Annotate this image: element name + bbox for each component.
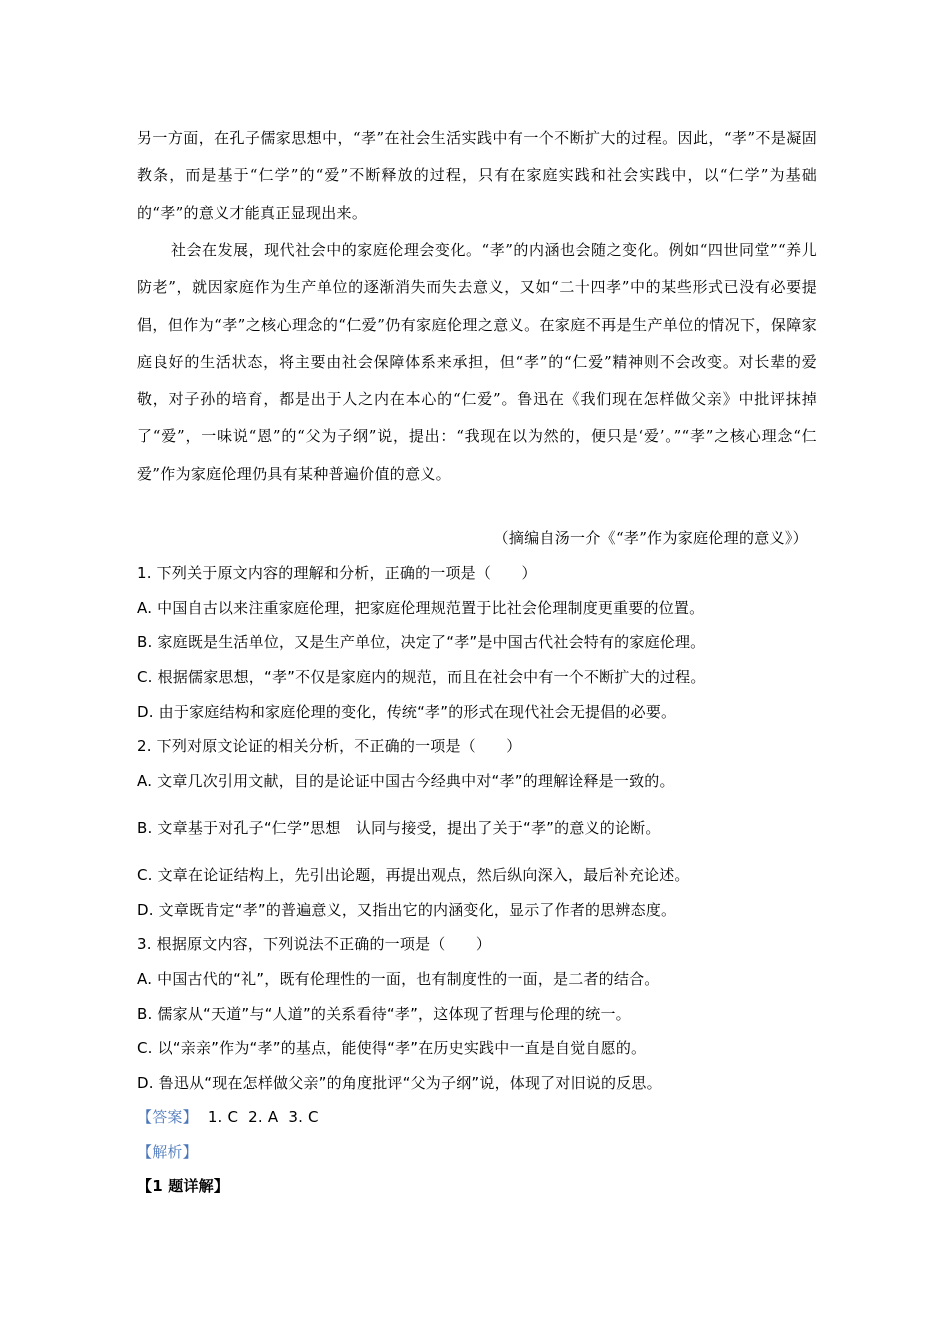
passage-paragraph-2: 社会在发展，现代社会中的家庭伦理会变化。“孝”的内涵也会随之变化。例如“四世同堂”“养儿防老”，就因家庭作为生产单位的逐渐消失而失去意义，又如“二十四孝”中的某些形式已没有必要提倡，但作为“孝”之核心理念的“仁爱”仍有家庭伦理之意义。在家庭不再是生产单位的情况下，保障家庭良好的生活状态，将主要由社会保障体系来承担，但“孝”的“仁爱”精神则不会改变。对长辈的爱敬，对子孙的培育，都是出于人之内在本心的“仁爱”。鲁迅在《我们现在怎样做父亲》中批评抹掉了“爱”，一味说“恩”的“父为子纲”说，提出：“我现在以为然的，便只是‘爱’。”“孝”之核心理念“仁爱”作为家庭伦理仍具有某种普遍价值的意义。 — [137, 241, 817, 483]
question-3-stem: 3. 根据原文内容，下列说法不正确的一项是（ ） — [137, 935, 492, 953]
question-3-option-b: B. 儒家从“天道”与“人道”的关系看待“孝”，这体现了哲理与伦理的统一。 — [137, 1005, 631, 1023]
answer-label: 【答案】 — [137, 1108, 198, 1126]
question-2-option-b: B. 文章基于对孔子“仁学”思想 认同与接受，提出了关于“孝”的意义的论断。 — [137, 819, 661, 837]
passage-paragraph-1: 另一方面，在孔子儒家思想中，“孝”在社会生活实践中有一个不断扩大的过程。因此，“孝”不是凝固教条，而是基于“仁学”的“爱”不断释放的过程，只有在家庭实践和社会实践中，以“仁学”为基础的“孝”的意义才能真正显现出来。 — [137, 129, 817, 222]
question-2-option-c: C. 文章在论证结构上，先引出论题，再提出观点，然后纵向深入，最后补充论述。 — [137, 866, 690, 884]
question-1-option-b: B. 家庭既是生活单位，又是生产单位，决定了“孝”是中国古代社会特有的家庭伦理。 — [137, 633, 706, 651]
answer-item-1: 1. C — [207, 1108, 239, 1126]
question-1-detail-heading: 【1 题详解】 — [137, 1177, 230, 1195]
answer-line — [137, 1107, 329, 1127]
answer-item-3: 3. C — [288, 1108, 319, 1126]
question-2-stem: 2. 下列对原文论证的相关分析，不正确的一项是（ ） — [137, 737, 522, 755]
passage-source: （摘编自汤一介《“孝”作为家庭伦理的意义》） — [493, 529, 808, 547]
question-1-option-a: A. 中国自古以来注重家庭伦理，把家庭伦理规范置于比社会伦理制度更重要的位置。 — [137, 599, 705, 617]
question-1-option-c: C. 根据儒家思想，“孝”不仅是家庭内的规范，而且在社会中有一个不断扩大的过程。 — [137, 668, 706, 686]
question-1-option-d: D. 由于家庭结构和家庭伦理的变化，传统“孝”的形式在现代社会无提倡的必要。 — [137, 703, 677, 721]
answer-item-2: 2. A — [248, 1108, 279, 1126]
question-1-stem: 1. 下列关于原文内容的理解和分析，正确的一项是（ ） — [137, 564, 537, 582]
question-3-option-c: C. 以“亲亲”作为“孝”的基点，能使得“孝”在历史实践中一直是自觉自愿的。 — [137, 1039, 647, 1057]
question-2-option-a: A. 文章几次引用文献，目的是论证中国古今经典中对“孝”的理解诠释是一致的。 — [137, 772, 675, 790]
question-2-option-d: D. 文章既肯定“孝”的普遍意义，又指出它的内涵变化，显示了作者的思辨态度。 — [137, 901, 677, 919]
question-3-option-d: D. 鲁迅从“现在怎样做父亲”的角度批评“父为子纲”说，体现了对旧说的反思。 — [137, 1074, 662, 1092]
question-3-option-a: A. 中国古代的“礼”，既有伦理性的一面，也有制度性的一面，是二者的结合。 — [137, 970, 660, 988]
analysis-label: 【解析】 — [137, 1143, 198, 1161]
